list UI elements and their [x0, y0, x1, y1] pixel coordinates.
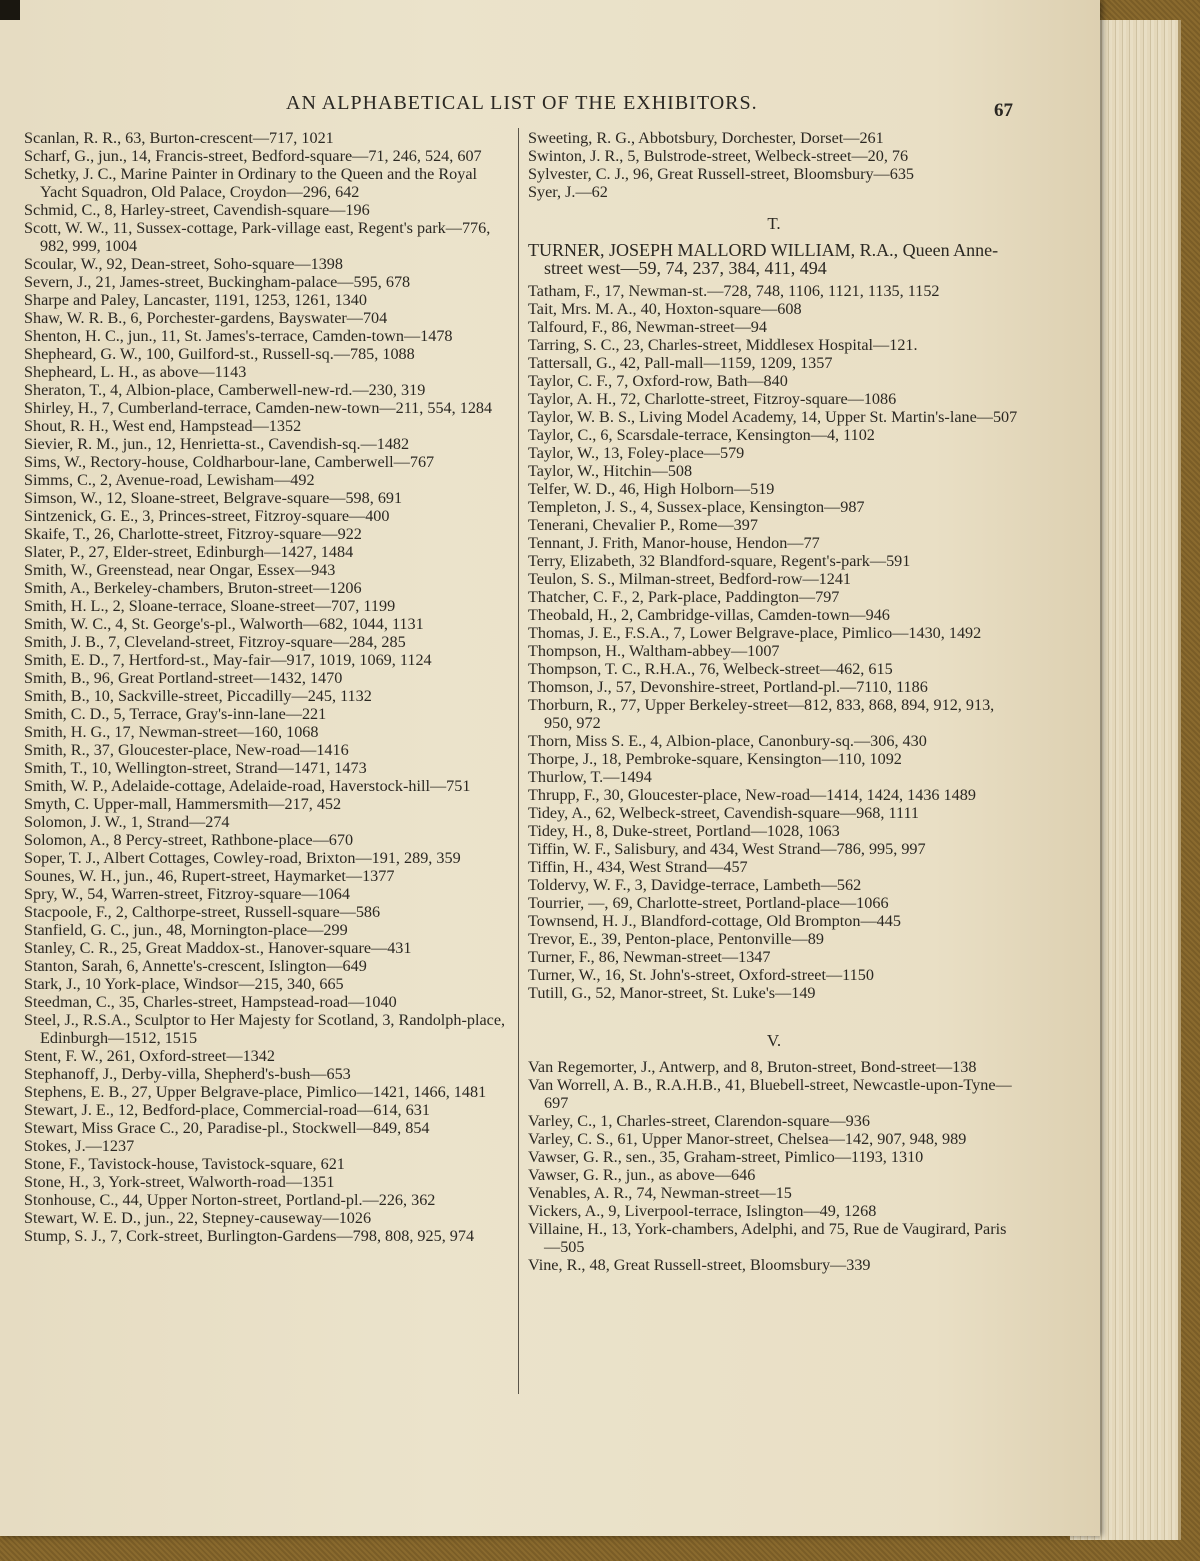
exhibitor-entry: Van Worrell, A. B., R.A.H.B., 41, Bluebell-street, Newcastle-upon-Tyne—697 — [528, 1076, 1012, 1112]
exhibitor-entry: Tiffin, W. F., Salisbury, and 434, West Strand—786, 995, 997 — [528, 840, 926, 858]
exhibitor-entry: Smith, E. D., 7, Hertford-st., May-fair—917, 1019, 1069, 1124 — [24, 651, 432, 669]
exhibitor-entry: Sounes, W. H., jun., 46, Rupert-street, Haymarket—1377 — [24, 867, 395, 885]
exhibitor-entry: Smyth, C. Upper-mall, Hammersmith—217, 452 — [24, 795, 342, 813]
exhibitor-entry: Skaife, T., 26, Charlotte-street, Fitzroy-square—922 — [24, 525, 362, 543]
exhibitor-entry: Telfer, W. D., 46, High Holborn—519 — [528, 480, 775, 498]
exhibitor-entry: Vickers, A., 9, Liverpool-terrace, Islington—49, 1268 — [528, 1202, 877, 1220]
exhibitor-entry: Tattersall, G., 42, Pall-mall—1159, 1209, 1357 — [528, 354, 833, 372]
exhibitor-entry: Stephens, E. B., 27, Upper Belgrave-place, Pimlico—1421, 1466, 1481 — [24, 1083, 487, 1101]
exhibitor-entry: Thorn, Miss S. E., 4, Albion-place, Canonbury-sq.—306, 430 — [528, 732, 927, 750]
exhibitor-entry: Terry, Elizabeth, 32 Blandford-square, Regent's-park—591 — [528, 552, 911, 570]
exhibitor-entry: Scharf, G., jun., 14, Francis-street, Bedford-square—71, 246, 524, 607 — [24, 147, 482, 165]
exhibitor-entry: Villaine, H., 13, York-chambers, Adelphi, and 75, Rue de Vaugirard, Paris—505 — [528, 1220, 1007, 1256]
exhibitor-entry: Stump, S. J., 7, Cork-street, Burlington-Gardens—798, 808, 925, 974 — [24, 1227, 475, 1245]
exhibitor-entry: Thompson, T. C., R.H.A., 76, Welbeck-street—462, 615 — [528, 660, 893, 678]
exhibitor-entry: Tenerani, Chevalier P., Rome—397 — [528, 516, 758, 534]
exhibitor-entry: Smith, H. G., 17, Newman-street—160, 1068 — [24, 723, 319, 741]
exhibitor-entry: Templeton, J. S., 4, Sussex-place, Kensington—987 — [528, 498, 865, 516]
section-heading-v: V. — [766, 1031, 782, 1050]
exhibitor-entry: Shirley, H., 7, Cumberland-terrace, Camden-new-town—211, 554, 1284 — [24, 399, 493, 417]
exhibitor-entry: Vine, R., 48, Great Russell-street, Bloomsbury—339 — [528, 1256, 871, 1274]
exhibitor-entry: Smith, B., 96, Great Portland-street—1432, 1470 — [24, 669, 343, 687]
exhibitor-entry: Thurlow, T.—1494 — [528, 768, 652, 786]
exhibitor-entry: Simms, C., 2, Avenue-road, Lewisham—492 — [24, 471, 315, 489]
exhibitor-entry: Sylvester, C. J., 96, Great Russell-street, Bloomsbury—635 — [528, 165, 915, 183]
exhibitor-entry: Thorpe, J., 18, Pembroke-square, Kensington—110, 1092 — [528, 750, 902, 768]
exhibitor-entry: Venables, A. R., 74, Newman-street—15 — [528, 1184, 792, 1202]
exhibitor-entry: Stephanoff, J., Derby-villa, Shepherd's-bush—653 — [24, 1065, 351, 1083]
exhibitor-entry: Thorburn, R., 77, Upper Berkeley-street—812, 833, 868, 894, 912, 913, 950, 972 — [528, 696, 995, 732]
v-entries — [528, 1058, 1020, 1274]
exhibitor-entry: Taylor, C. F., 7, Oxford-row, Bath—840 — [528, 372, 788, 390]
exhibitor-entry: Smith, J. B., 7, Cleveland-street, Fitzroy-square—284, 285 — [24, 633, 406, 651]
exhibitor-entry: Stewart, J. E., 12, Bedford-place, Commercial-road—614, 631 — [24, 1101, 430, 1119]
right-column — [528, 129, 1020, 1274]
exhibitor-entry: Tarring, S. C., 23, Charles-street, Middlesex Hospital—121. — [528, 336, 918, 354]
exhibitor-entry: Taylor, W., 13, Foley-place—579 — [528, 444, 745, 462]
exhibitor-entry: Tutill, G., 52, Manor-street, St. Luke's—149 — [528, 984, 816, 1002]
exhibitor-entry: Spry, W., 54, Warren-street, Fitzroy-square—1064 — [24, 885, 350, 903]
exhibitor-entry: Solomon, A., 8 Percy-street, Rathbone-place—670 — [24, 831, 354, 849]
exhibitor-entry: Stonhouse, C., 44, Upper Norton-street, Portland-pl.—226, 362 — [24, 1191, 436, 1209]
exhibitor-entry: Sheraton, T., 4, Albion-place, Camberwell-new-rd.—230, 319 — [24, 381, 426, 399]
exhibitor-entry: Sharpe and Paley, Lancaster, 1191, 1253, 1261, 1340 — [24, 291, 367, 309]
exhibitor-entry: Toldervy, W. F., 3, Davidge-terrace, Lambeth—562 — [528, 876, 862, 894]
exhibitor-entry: Turner, F., 86, Newman-street—1347 — [528, 948, 771, 966]
s-continuation — [528, 129, 1020, 201]
column-divider — [518, 128, 519, 1394]
lead-entry-turner: TURNER, JOSEPH MALLORD WILLIAM, R.A., Queen Anne-street west—59, 74, 237, 384, 411, 494 — [528, 240, 999, 278]
exhibitor-entry: Theobald, H., 2, Cambridge-villas, Camden-town—946 — [528, 606, 890, 624]
exhibitor-entry: Swinton, J. R., 5, Bulstrode-street, Welbeck-street—20, 76 — [528, 147, 909, 165]
exhibitor-entry: Tidey, H., 8, Duke-street, Portland—1028, 1063 — [528, 822, 840, 840]
exhibitor-entry: Taylor, A. H., 72, Charlotte-street, Fitzroy-square—1086 — [528, 390, 897, 408]
exhibitor-entry: Shaw, W. R. B., 6, Porchester-gardens, Bayswater—704 — [24, 309, 388, 327]
exhibitor-entry: Stanfield, G. C., jun., 48, Mornington-place—299 — [24, 921, 348, 939]
exhibitor-entry: Smith, W. C., 4, St. George's-pl., Walworth—682, 1044, 1131 — [24, 615, 424, 633]
exhibitor-entry: Stewart, Miss Grace C., 20, Paradise-pl., Stockwell—849, 854 — [24, 1119, 430, 1137]
exhibitor-entry: Stokes, J.—1237 — [24, 1137, 135, 1155]
exhibitor-entry: Vawser, G. R., sen., 35, Graham-street, Pimlico—1193, 1310 — [528, 1148, 924, 1166]
exhibitor-entry: Stark, J., 10 York-place, Windsor—215, 340, 665 — [24, 975, 344, 993]
exhibitor-entry: Smith, H. L., 2, Sloane-terrace, Sloane-street—707, 1199 — [24, 597, 396, 615]
exhibitor-entry: Smith, W., Greenstead, near Ongar, Essex—943 — [24, 561, 336, 579]
exhibitor-entry: Thomson, J., 57, Devonshire-street, Portland-pl.—7110, 1186 — [528, 678, 928, 696]
exhibitor-entry: Simson, W., 12, Sloane-street, Belgrave-square—598, 691 — [24, 489, 403, 507]
exhibitor-entry: Thatcher, C. F., 2, Park-place, Paddington—797 — [528, 588, 840, 606]
exhibitor-entry: Tourrier, —, 69, Charlotte-street, Portland-place—1066 — [528, 894, 889, 912]
exhibitor-entry: Stent, F. W., 261, Oxford-street—1342 — [24, 1047, 275, 1065]
exhibitor-entry: Smith, R., 37, Gloucester-place, New-road—1416 — [24, 741, 349, 759]
exhibitor-entry: Shepheard, L. H., as above—1143 — [24, 363, 247, 381]
exhibitor-entry: Smith, C. D., 5, Terrace, Gray's-inn-lane—221 — [24, 705, 327, 723]
t-entries — [528, 282, 1020, 1002]
exhibitor-entry: Smith, A., Berkeley-chambers, Bruton-street—1206 — [24, 579, 362, 597]
exhibitor-entry: Stanley, C. R., 25, Great Maddox-st., Hanover-square—431 — [24, 939, 412, 957]
exhibitor-entry: Varley, C., 1, Charles-street, Clarendon-square—936 — [528, 1112, 870, 1130]
exhibitor-entry: Thomas, J. E., F.S.A., 7, Lower Belgrave-place, Pimlico—1430, 1492 — [528, 624, 982, 642]
exhibitor-entry: Smith, B., 10, Sackville-street, Piccadilly—245, 1132 — [24, 687, 372, 705]
exhibitor-entry: Taylor, W., Hitchin—508 — [528, 462, 693, 480]
exhibitor-entry: Sweeting, R. G., Abbotsbury, Dorchester, Dorset—261 — [528, 129, 884, 147]
exhibitor-entry: Scanlan, R. R., 63, Burton-crescent—717, 1021 — [24, 129, 334, 147]
exhibitor-entry: Townsend, H. J., Blandford-cottage, Old Brompton—445 — [528, 912, 901, 930]
exhibitor-entry: Thrupp, F., 30, Gloucester-place, New-road—1414, 1424, 1436 1489 — [528, 786, 976, 804]
exhibitor-entry: Taylor, W. B. S., Living Model Academy, 14, Upper St. Martin's-lane—507 — [528, 408, 1018, 426]
exhibitor-entry: Tait, Mrs. M. A., 40, Hoxton-square—608 — [528, 300, 802, 318]
exhibitor-entry: Smith, W. P., Adelaide-cottage, Adelaide-road, Haverstock-hill—751 — [24, 777, 471, 795]
exhibitor-entry: Shepheard, G. W., 100, Guilford-st., Russell-sq.—785, 1088 — [24, 345, 415, 363]
exhibitor-entry: Syer, J.—62 — [528, 183, 608, 201]
page-number: 67 — [994, 100, 1013, 121]
exhibitor-entry: Steel, J., R.S.A., Sculptor to Her Majesty for Scotland, 3, Randolph-place, Edinburgh—1512, 1515 — [24, 1011, 506, 1047]
page-title: AN ALPHABETICAL LIST OF THE EXHIBITORS. — [286, 92, 758, 114]
exhibitor-entry: Tennant, J. Frith, Manor-house, Hendon—77 — [528, 534, 820, 552]
exhibitor-entry: Stewart, W. E. D., jun., 22, Stepney-causeway—1026 — [24, 1209, 372, 1227]
exhibitor-entry: Shenton, H. C., jun., 11, St. James's-terrace, Camden-town—1478 — [24, 327, 453, 345]
exhibitor-entry: Tiffin, H., 434, West Strand—457 — [528, 858, 748, 876]
page-corner — [0, 0, 20, 20]
exhibitor-entry: Slater, P., 27, Elder-street, Edinburgh—1427, 1484 — [24, 543, 354, 561]
left-column — [24, 129, 514, 1245]
exhibitor-entry: Teulon, S. S., Milman-street, Bedford-row—1241 — [528, 570, 852, 588]
exhibitor-entry: Schmid, C., 8, Harley-street, Cavendish-square—196 — [24, 201, 370, 219]
exhibitor-entry: Stanton, Sarah, 6, Annette's-crescent, Islington—649 — [24, 957, 367, 975]
exhibitor-entry: Sievier, R. M., jun., 12, Henrietta-st., Cavendish-sq.—1482 — [24, 435, 410, 453]
exhibitor-entry: Shout, R. H., West end, Hampstead—1352 — [24, 417, 302, 435]
exhibitor-entry: Trevor, E., 39, Penton-place, Pentonville—89 — [528, 930, 824, 948]
exhibitor-entry: Stacpoole, F., 2, Calthorpe-street, Russell-square—586 — [24, 903, 381, 921]
exhibitor-entry: Schetky, J. C., Marine Painter in Ordinary to the Queen and the Royal Yacht Squadron, Old Palace, Croydon—296, 642 — [24, 165, 477, 201]
exhibitor-entry: Varley, C. S., 61, Upper Manor-street, Chelsea—142, 907, 948, 989 — [528, 1130, 967, 1148]
exhibitor-entry: Severn, J., 21, James-street, Buckingham-palace—595, 678 — [24, 273, 411, 291]
exhibitor-entry: Soper, T. J., Albert Cottages, Cowley-road, Brixton—191, 289, 359 — [24, 849, 461, 867]
exhibitor-entry: Stone, F., Tavistock-house, Tavistock-square, 621 — [24, 1155, 345, 1173]
exhibitor-entry: Stone, H., 3, York-street, Walworth-road—1351 — [24, 1173, 335, 1191]
exhibitor-entry: Van Regemorter, J., Antwerp, and 8, Bruton-street, Bond-street—138 — [528, 1058, 977, 1076]
exhibitor-entry: Tidey, A., 62, Welbeck-street, Cavendish-square—968, 1111 — [528, 804, 920, 822]
exhibitor-entry: Smith, T., 10, Wellington-street, Strand—1471, 1473 — [24, 759, 367, 777]
exhibitor-entry: Tatham, F., 17, Newman-st.—728, 748, 1106, 1121, 1135, 1152 — [528, 282, 940, 300]
exhibitor-entry: Sintzenick, G. E., 3, Princes-street, Fitzroy-square—400 — [24, 507, 390, 525]
exhibitor-entry: Sims, W., Rectory-house, Coldharbour-lane, Camberwell—767 — [24, 453, 435, 471]
exhibitor-entry: Vawser, G. R., jun., as above—646 — [528, 1166, 756, 1184]
exhibitor-entry: Thompson, H., Waltham-abbey—1007 — [528, 642, 780, 660]
exhibitor-entry: Steedman, C., 35, Charles-street, Hampstead-road—1040 — [24, 993, 397, 1011]
exhibitor-entry: Solomon, J. W., 1, Strand—274 — [24, 813, 230, 831]
exhibitor-entry: Turner, W., 16, St. John's-street, Oxford-street—1150 — [528, 966, 874, 984]
section-heading-t: T. — [767, 214, 781, 233]
exhibitor-entry: Scott, W. W., 11, Sussex-cottage, Park-village east, Regent's park—776, 982, 999, 1004 — [24, 219, 491, 255]
exhibitor-entry: Talfourd, F., 86, Newman-street—94 — [528, 318, 767, 336]
exhibitor-entry: Scoular, W., 92, Dean-street, Soho-square—1398 — [24, 255, 343, 273]
exhibitor-entry: Taylor, C., 6, Scarsdale-terrace, Kensington—4, 1102 — [528, 426, 875, 444]
